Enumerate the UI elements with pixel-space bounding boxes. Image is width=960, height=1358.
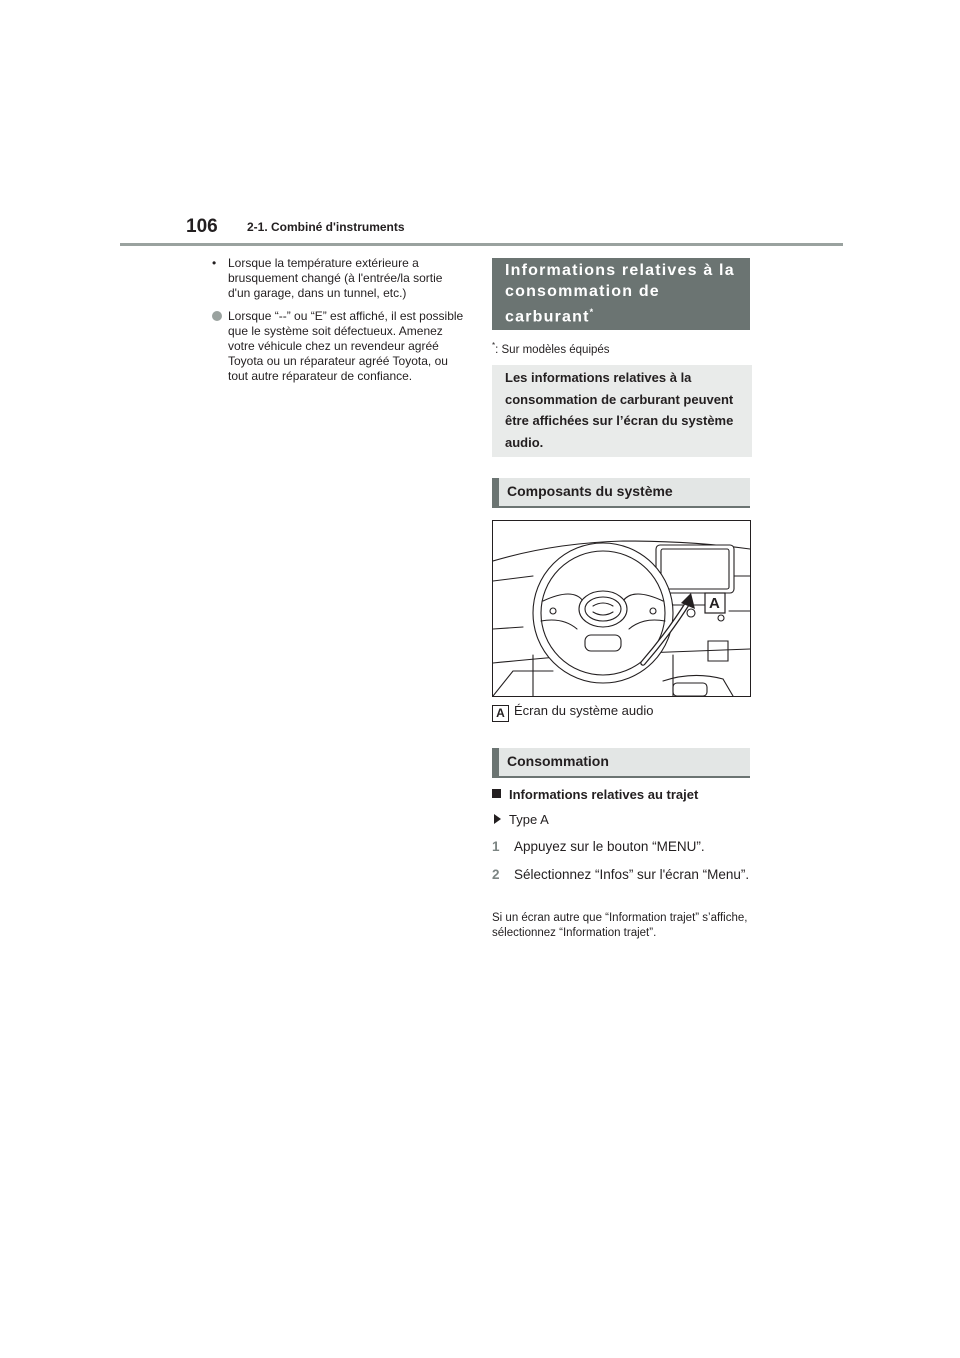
- bullet-text: Lorsque “--” ou “E” est affiché, il est possible que le système soit défectueux. Amenez votre véhicule chez un revendeur agréé Toyota ou un réparateur agréé Toyota, ou tout autre réparateur de confiance.: [228, 308, 464, 384]
- figure-caption: [492, 703, 653, 722]
- banner-asterisk: *: [589, 307, 595, 317]
- step-1: [492, 834, 752, 860]
- triangle-bullet-icon: [494, 814, 501, 824]
- note-text: Si un écran autre que “Information trajet” s’affiche, sélectionnez “Information trajet”.: [492, 912, 748, 939]
- heading-text: Informations relatives au trajet: [509, 787, 699, 802]
- trip-info-heading: [492, 787, 698, 802]
- footnote: [492, 341, 610, 356]
- subhead-label: Consommation: [507, 753, 609, 769]
- summary-text: Les informations relatives à la consommation de carburant peuvent être affichées sur l’écran du système audio.: [505, 370, 734, 450]
- callout-label: A: [709, 595, 720, 612]
- section-title: 2-1. Combiné d'instruments: [247, 220, 405, 234]
- section-banner: [492, 258, 750, 330]
- list-item: [212, 256, 467, 302]
- page-number: 106: [186, 216, 218, 237]
- header-rule: [120, 243, 843, 246]
- bullet-mark: •: [212, 256, 217, 270]
- list-item: [212, 309, 467, 385]
- bullet-text: Lorsque la température extérieure a brusquement changé (à l'entrée/la sortie d'un garage, dans un tunnel, etc.): [228, 256, 443, 301]
- step-text: Sélectionnez “Infos” sur l'écran “Menu”.: [514, 867, 750, 882]
- footnote-text: : Sur modèles équipés: [495, 343, 610, 356]
- footnote-mark: *: [492, 341, 496, 350]
- subhead-label: Composants du système: [507, 483, 673, 499]
- step-text: Appuyez sur le bouton “MENU”.: [514, 839, 705, 854]
- dashboard-illustration: [492, 520, 751, 697]
- subhead-consumption: [492, 748, 750, 778]
- step-number: 2: [492, 867, 500, 882]
- square-bullet-icon: [492, 789, 501, 798]
- left-column: [212, 256, 467, 392]
- type-text: Type A: [509, 812, 549, 827]
- type-label: [494, 812, 549, 827]
- caption-text: Écran du système audio: [514, 703, 654, 718]
- step-number: 1: [492, 839, 500, 854]
- caption-badge: A: [492, 705, 509, 722]
- step-2: [492, 862, 752, 888]
- circle-bullet-icon: [212, 311, 222, 321]
- banner-title: Informations relatives à la consommation de carburant: [505, 262, 735, 326]
- summary-box: [492, 365, 752, 457]
- subhead-components: [492, 478, 750, 508]
